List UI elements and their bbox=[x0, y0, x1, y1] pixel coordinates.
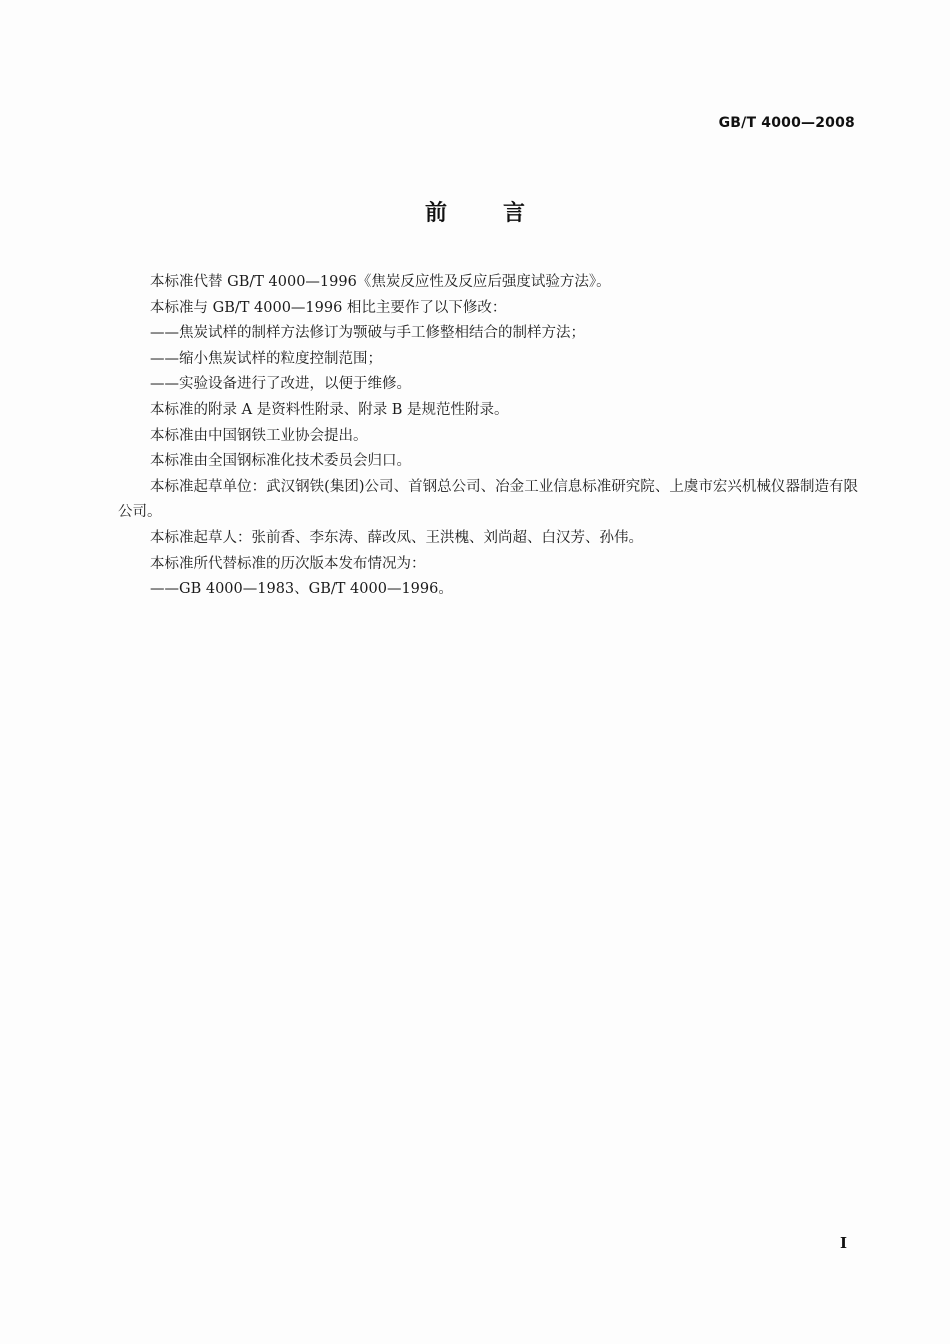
paragraph: 本标准由中国钢铁工业协会提出。 bbox=[150, 427, 368, 444]
paragraph: 本标准的附录 A 是资料性附录、附录 B 是规范性附录。 bbox=[150, 401, 509, 418]
list-item: ——实验设备进行了改进，以便于维修。 bbox=[150, 376, 411, 393]
list-item: ——缩小焦炭试样的粒度控制范围； bbox=[150, 350, 382, 367]
list-item: ——GB 4000—1983、GB/T 4000—1996。 bbox=[150, 581, 453, 598]
paragraph: 本标准起草单位：武汉钢铁(集团)公司、首钢总公司、冶金工业信息标准研究院、上虞市宏兴机械仪器制造有限公司。 bbox=[118, 478, 858, 521]
paragraph: 本标准所代替标准的历次版本发布情况为： bbox=[150, 555, 426, 572]
paragraph: 本标准代替 GB/T 4000—1996《焦炭反应性及反应后强度试验方法》。 bbox=[150, 274, 611, 290]
page-title: 前言 bbox=[424, 201, 581, 226]
standard-number: GB/T 4000—2008 bbox=[718, 115, 855, 131]
paragraph: 本标准与 GB/T 4000—1996 相比主要作了以下修改： bbox=[150, 299, 507, 316]
page-number: I bbox=[839, 1234, 847, 1252]
paragraph: 本标准由全国钢标准化技术委员会归口。 bbox=[150, 453, 411, 470]
list-item: ——焦炭试样的制样方法修订为颚破与手工修整相结合的制样方法； bbox=[150, 325, 585, 342]
preface-body bbox=[118, 270, 858, 603]
paragraph: 本标准起草人：张前香、李东涛、薛改凤、王洪槐、刘尚超、白汉芳、孙伟。 bbox=[150, 529, 643, 546]
